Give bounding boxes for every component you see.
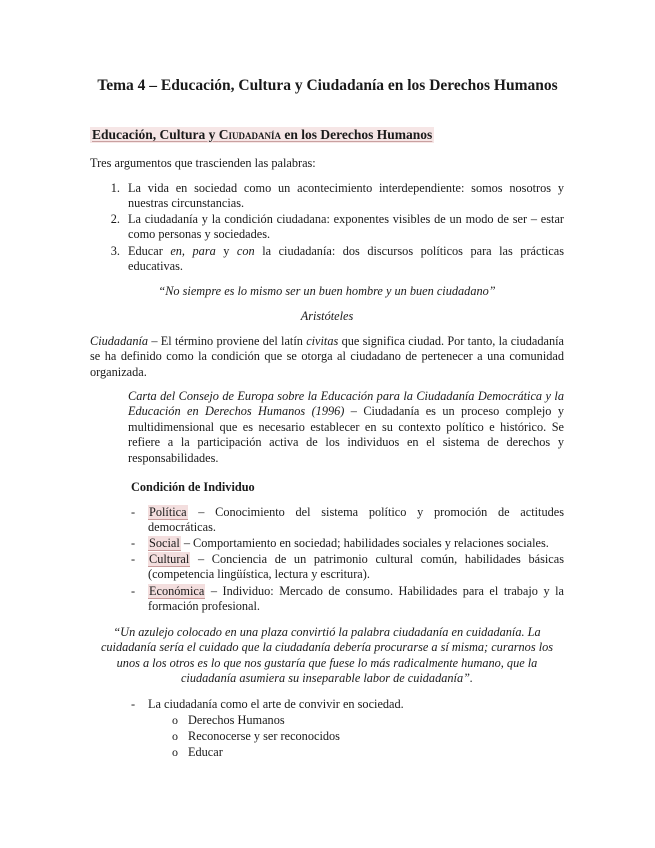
- condicion-item: Cultural – Conciencia de un patrimonio cultural común, habilidades básicas (competencia lingüística, lectura y escritura).: [148, 552, 564, 582]
- argument-number: 1.: [110, 181, 120, 195]
- section-heading-smallcaps: Ciudadanía: [218, 127, 282, 142]
- circle-bullet: o: [172, 729, 178, 743]
- carta-paragraph: Carta del Consejo de Europa sobre la Educación para la Ciudadanía Democrática y la Educación en Derechos Humanos (1996) – Ciudadanía es un proceso complejo y multidimensional que es necesario establecer en su contexto político e histórico. Se refiere a la participación activa de los individuos en el sistema de derechos y responsabilidades.: [128, 389, 564, 465]
- highlighted-label: Cultural: [149, 552, 190, 566]
- argument-text: La ciudadanía y la condición ciudadana: exponentes visibles de un modo de ser – estar como personas y sociedades.: [128, 212, 564, 242]
- sub-item: Reconocerse y ser reconocidos: [188, 729, 340, 743]
- section-heading-part1: Educación, Cultura y: [92, 127, 219, 142]
- quote-author: Aristóteles: [300, 309, 354, 323]
- circle-bullet: o: [172, 713, 178, 727]
- dash-bullet: -: [131, 552, 136, 566]
- cuidadania-quote: “Un azulejo colocado en una plaza convirtió la palabra ciudadanía en cuidadanía. La cuidadanía sería el cuidado que la ciudadanía debería procurarse a sí misma; curarnos los unos a los otros es lo que nos gustaría que fuese lo más radicalmente humano, que la ciudadanía asumiera su inseparable labor de cuidadanía”.: [100, 625, 554, 686]
- condicion-heading: Condición de Individuo: [131, 480, 255, 494]
- ciudadania-definition: Ciudadanía – El término proviene del latín civitas que significa ciudad. Por tanto, la ciudadanía se ha definido como la condición que se otorga al ciudadano de pertenecer a una comunidad organizada.: [90, 334, 564, 379]
- dash-bullet: -: [131, 505, 136, 519]
- argument-number: 2.: [110, 212, 120, 226]
- aristotle-quote: “No siempre es lo mismo ser un buen hombre y un buen ciudadano”: [158, 284, 496, 298]
- dash-bullet: -: [131, 536, 136, 550]
- argument-number: 3.: [110, 244, 120, 258]
- condicion-item: Social – Comportamiento en sociedad; habilidades sociales y relaciones sociales.: [149, 536, 549, 550]
- condicion-item: Económica – Individuo: Mercado de consumo. Habilidades para el trabajo y la formación profesional.: [148, 584, 564, 614]
- argument-text: Educar en, para y con la ciudadanía: dos discursos políticos para las prácticas educativas.: [128, 244, 564, 274]
- sub-item: Derechos Humanos: [188, 713, 285, 727]
- section-heading-part3: en los Derechos Humanos: [281, 127, 433, 142]
- dash-bullet: -: [131, 584, 136, 598]
- condicion-item: Política – Conocimiento del sistema político y promoción de actitudes democráticas.: [148, 505, 564, 535]
- argument-text: La vida en sociedad como un acontecimiento interdependiente: somos nosotros y nuestras circunstancias.: [128, 181, 564, 211]
- dash-bullet: -: [131, 697, 136, 711]
- highlighted-label: Social: [149, 536, 180, 550]
- section-heading: [90, 127, 434, 143]
- circle-bullet: o: [172, 745, 178, 759]
- intro-text: Tres argumentos que trascienden las palabras:: [90, 156, 316, 170]
- convivir-item: La ciudadanía como el arte de convivir en sociedad.: [148, 697, 404, 711]
- page-title: Tema 4 – Educación, Cultura y Ciudadanía en los Derechos Humanos: [97, 77, 558, 94]
- highlighted-label: Política: [149, 505, 187, 519]
- sub-item: Educar: [188, 745, 223, 759]
- highlighted-label: Económica: [149, 584, 205, 598]
